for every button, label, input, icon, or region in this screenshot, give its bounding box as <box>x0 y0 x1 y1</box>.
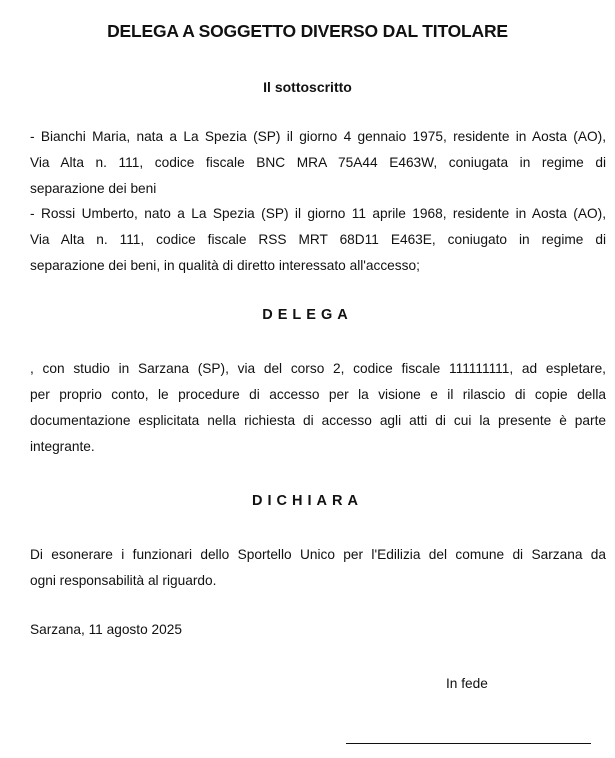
dichiara-heading: DICHIARA <box>252 493 363 509</box>
delega-paragraph <box>30 356 606 460</box>
signature-line <box>346 743 591 744</box>
dichiara-paragraph <box>30 542 606 594</box>
text-line: - Rossi Umberto, nato a La Spezia (SP) il giorno 11 aprile 1968, residente in Aosta (AO), <box>30 206 606 221</box>
grantor-paragraph-1 <box>30 124 606 202</box>
text-line: documentazione esplicitata nella richiesta di accesso agli atti di cui la presente è parte <box>30 413 606 428</box>
text-line: separazione dei beni <box>30 181 157 196</box>
text-line: Via Alta n. 111, codice fiscale RSS MRT 68D11 E463E, coniugato in regime di <box>30 232 606 247</box>
text-line: Di esonerare i funzionari dello Sportello Unico per l'Edilizia del comune di Sarzana da <box>30 547 606 562</box>
text-line: ogni responsabilità al riguardo. <box>30 573 217 588</box>
closing-text: In fede <box>446 676 488 691</box>
document-subtitle: Il sottoscritto <box>263 79 352 95</box>
text-line: - Bianchi Maria, nata a La Spezia (SP) il giorno 4 gennaio 1975, residente in Aosta (AO), <box>30 129 606 144</box>
text-line: , con studio in Sarzana (SP), via del corso 2, codice fiscale 111111111, ad espletare, <box>30 361 606 376</box>
text-line: Via Alta n. 111, codice fiscale BNC MRA 75A44 E463W, coniugata in regime di <box>30 155 606 170</box>
place-date: Sarzana, 11 agosto 2025 <box>30 622 182 637</box>
text-line: integrante. <box>30 439 95 454</box>
document-title: DELEGA A SOGGETTO DIVERSO DAL TITOLARE <box>107 21 508 41</box>
delega-heading: DELEGA <box>262 307 353 323</box>
text-line: per proprio conto, le procedure di accesso per la visione e il rilascio di copie della <box>30 387 606 402</box>
text-line: separazione dei beni, in qualità di diretto interessato all'accesso; <box>30 258 420 273</box>
grantor-paragraph-2 <box>30 201 606 279</box>
